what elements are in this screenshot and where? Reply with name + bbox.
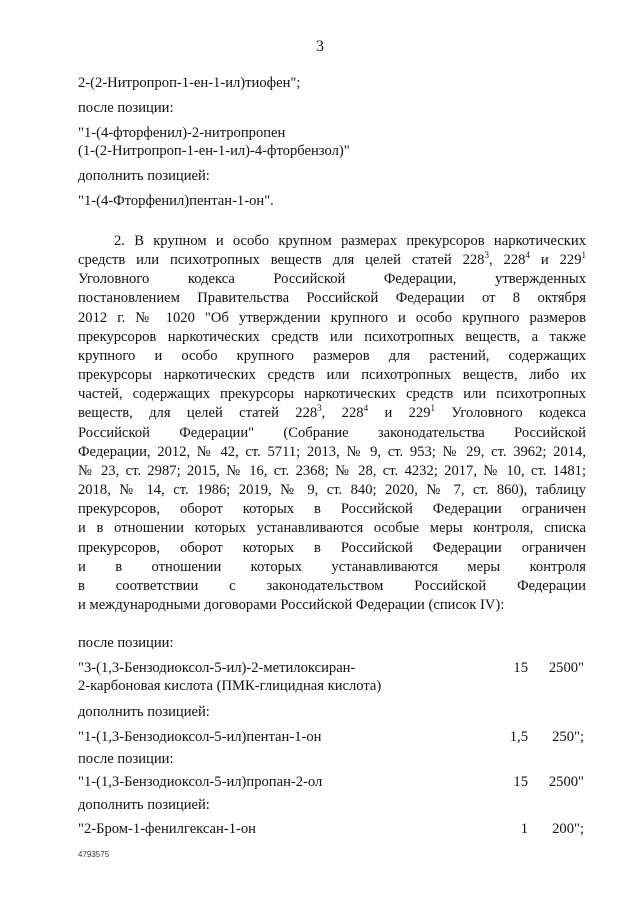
superscript: 3 [317,403,322,414]
paragraph-line: прекурсоры наркотических средств или психотропных веществ, либо их [78,367,586,384]
superscript: 4 [363,403,369,414]
paragraph-line: Уголовного кодекса Российской Федерации, утвержденных [78,271,586,288]
row3-value-large: 2500" [548,774,584,790]
row2-value-threshold: 1,5 [509,729,528,745]
text-line-after-position: после позиции: [78,100,174,116]
text-line-nitropropenylthiophene: 2-(2-Нитропроп-1-ен-1-ил)тиофен"; [78,75,301,91]
row1-value-large: 2500" [548,660,584,676]
row4-value-large: 200"; [552,821,584,837]
document-id: 4793575 [78,850,110,859]
paragraph-line: веществ, для целей статей $228^3$, $228^4$ и $229^1$ Уголовного кодекса [78,403,586,422]
paragraph-line: № 23, ст. 2987; 2015, № 16, ст. 2368; № 28, ст. 4232; 2017, № 10, ст. 1481; [78,462,586,479]
paragraph-line: Федерации, 2012, № 42, ст. 5711; 2013, № 9, ст. 953; № 29, ст. 3962; 2014, [78,443,586,460]
row2-name: "1-(1,3-Бензодиоксол-5-ил)пентан-1-он [78,729,322,745]
superscript: 1 [581,250,587,261]
paragraph-line: частей, содержащих прекурсоры наркотических средств или психотропных [78,386,586,403]
text-line-fluorobenzene: (1-(2-Нитропроп-1-ен-1-ил)-4-фторбензол)" [78,143,350,159]
text-line-add-position-3: дополнить позицией: [78,797,210,813]
paragraph-line: 2. В крупном и особо крупном размерах прекурсоров наркотических [114,233,586,249]
superscript: 4 [525,250,530,261]
paragraph-line: и в отношении которых устанавливаются особые меры контроля, списка [78,520,586,537]
superscript: 1 [430,403,436,414]
row2-value-large: 250"; [552,729,584,745]
paragraph-line: крупного и особо крупного размеров для растений, содержащих [78,347,586,364]
row1-name-line1: "3-(1,3-Бензодиоксол-5-ил)-2-метилоксиран- [78,660,356,676]
row4-value-threshold: 1 [520,821,528,837]
paragraph-line: прекурсоров, оборот которых в Российской Федерации ограничен [78,539,586,556]
text-line-fluorophenyl-pentanone: "1-(4-Фторфенил)пентан-1-он". [78,193,274,209]
row3-name: "1-(1,3-Бензодиоксол-5-ил)пропан-2-ол [78,774,323,790]
paragraph-line: постановлением Правительства Российской Федерации от 8 октября [78,290,586,307]
row3-value-threshold: 15 [513,774,528,790]
row4-name: "2-Бром-1-фенилгексан-1-он [78,821,256,837]
paragraph-line: 2018, № 14, ст. 1986; 2019, № 9, ст. 840; 2020, № 7, ст. 860), таблицу [78,482,586,499]
paragraph-line: 2012 г. № 1020 "Об утверждении крупного и особо крупного размеров [78,309,586,326]
paragraph-line: Российской Федерации" (Собрание законодательства Российской [78,424,586,441]
text-line-add-position: дополнить позицией: [78,168,210,184]
paragraph-line: и международными договорами Российской Федерации (список IV): [78,596,505,613]
paragraph-line: и в отношении которых устанавливаются меры контроля [78,558,586,575]
paragraph-line: прекурсоров, оборот которых в Российской Федерации ограничен [78,501,586,518]
text-line-after-position-2: после позиции: [78,635,174,651]
row1-name-line2: 2-карбоновая кислота (ПМК-глицидная кислота) [78,678,382,694]
paragraph-line: прекурсоров наркотических средств или психотропных веществ, а также [78,328,586,345]
text-line-add-position-2: дополнить позицией: [78,704,210,720]
paragraph-line: в соответствии с законодательством Российской Федерации [78,577,586,594]
paragraph-line: средств или психотропных веществ для целей статей $228^3$, $228^4$ и $229^1$ [78,250,587,269]
superscript: 3 [484,250,489,261]
page-number: 3 [316,38,324,55]
row1-value-threshold: 15 [513,660,528,676]
text-line-after-position-3: после позиции: [78,751,174,767]
main-paragraph [78,232,586,615]
text-line-fluorophenyl-nitropropene: "1-(4-фторфенил)-2-нитропропен [78,125,286,141]
